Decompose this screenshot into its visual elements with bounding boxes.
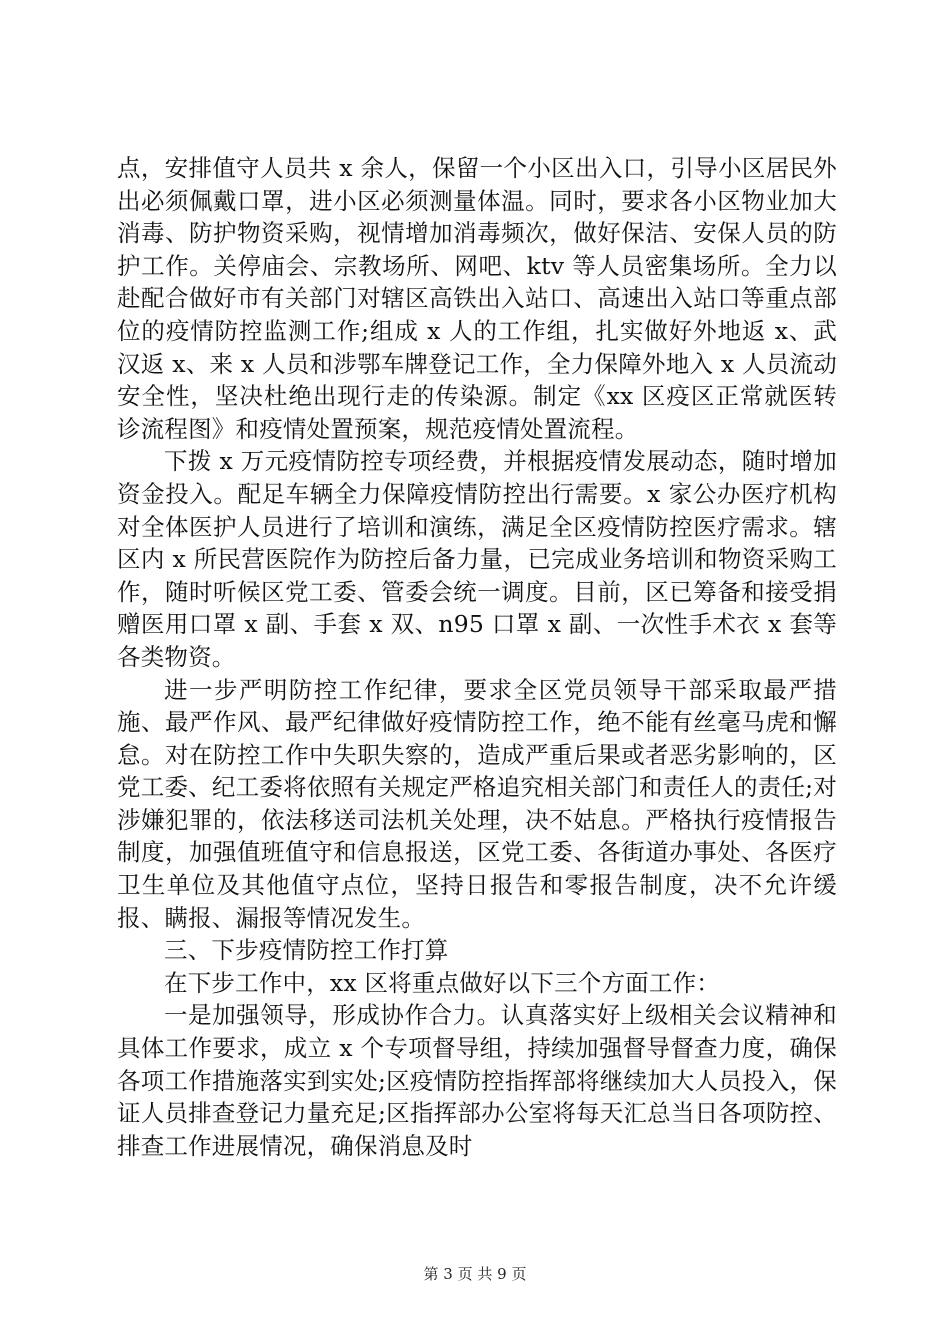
page-footer: 第 3 页 共 9 页: [423, 1265, 527, 1283]
paragraph-1: 点，安排值守人员共 x 余人，保留一个小区出入口，引导小区居民外出必须佩戴口罩，进小区必须测量体温。同时，要求各小区物业加大消毒、防护物资采购，视情增加消毒频次，做好保洁、安保人员的防护工作。关停庙会、宗教场所、网吧、ktv 等人员密集场所。全力以赴配合做好市有关部门对辖区高铁出入站口、高速出入站口等重点部位的疫情防控监测工作;组成 x 人的工作组，扎实做好外地返 x、武汉返 x、来 x 人员和涉鄂车牌登记工作，全力保障外地入 x 人员流动安全性，坚决杜绝出现行走的传染源。制定《xx 区疫区正常就医转诊流程图》和疫情处置预案，规范疫情处置流程。: [117, 154, 837, 443]
section-heading: 三、下步疫情防控工作打算: [164, 936, 449, 965]
paragraph-2: 下拨 x 万元疫情防控专项经费，并根据疫情发展动态，随时增加资金投入。配足车辆全力保障疫情防控出行需要。x 家公办医疗机构对全体医护人员进行了培训和演练，满足全区疫情防控医疗需求。辖区内 x 所民营医院作为防控后备力量，已完成业务培训和物资采购工作，随时听候区党工委、管委会统一调度。目前，区已筹备和接受捐赠医用口罩 x 副、手套 x 双、n95 口罩 x 副、一次性手术衣 x 套等各类物资。: [117, 447, 837, 671]
paragraph-5: 在下步工作中，xx 区将重点做好以下三个方面工作：: [164, 968, 720, 997]
document-body: [117, 152, 837, 1162]
paragraph-6: 一是加强领导，形成协作合力。认真落实好上级相关会议精神和具体工作要求，成立 x 个专项督导组，持续加强督导督查力度，确保各项工作措施落实到实处;区疫情防控指挥部将继续加大人员投入，保证人员排查登记力量充足;区指挥部办公室将每天汇总当日各项防控、排查工作进展情况，确保消息及时: [117, 1001, 837, 1160]
paragraph-3: 进一步严明防控工作纪律，要求全区党员领导干部采取最严措施、最严作风、最严纪律做好疫情防控工作，绝不能有丝毫马虎和懈怠。对在防控工作中失职失察的，造成严重后果或者恶劣影响的，区党工委、纪工委将依照有关规定严格追究相关部门和责任人的责任;对涉嫌犯罪的，依法移送司法机关处理，决不姑息。严格执行疫情报告制度，加强值班值守和信息报送，区党工委、各街道办事处、各医疗卫生单位及其他值守点位，坚持日报告和零报告制度，决不允许缓报、瞒报、漏报等情况发生。: [117, 675, 837, 932]
